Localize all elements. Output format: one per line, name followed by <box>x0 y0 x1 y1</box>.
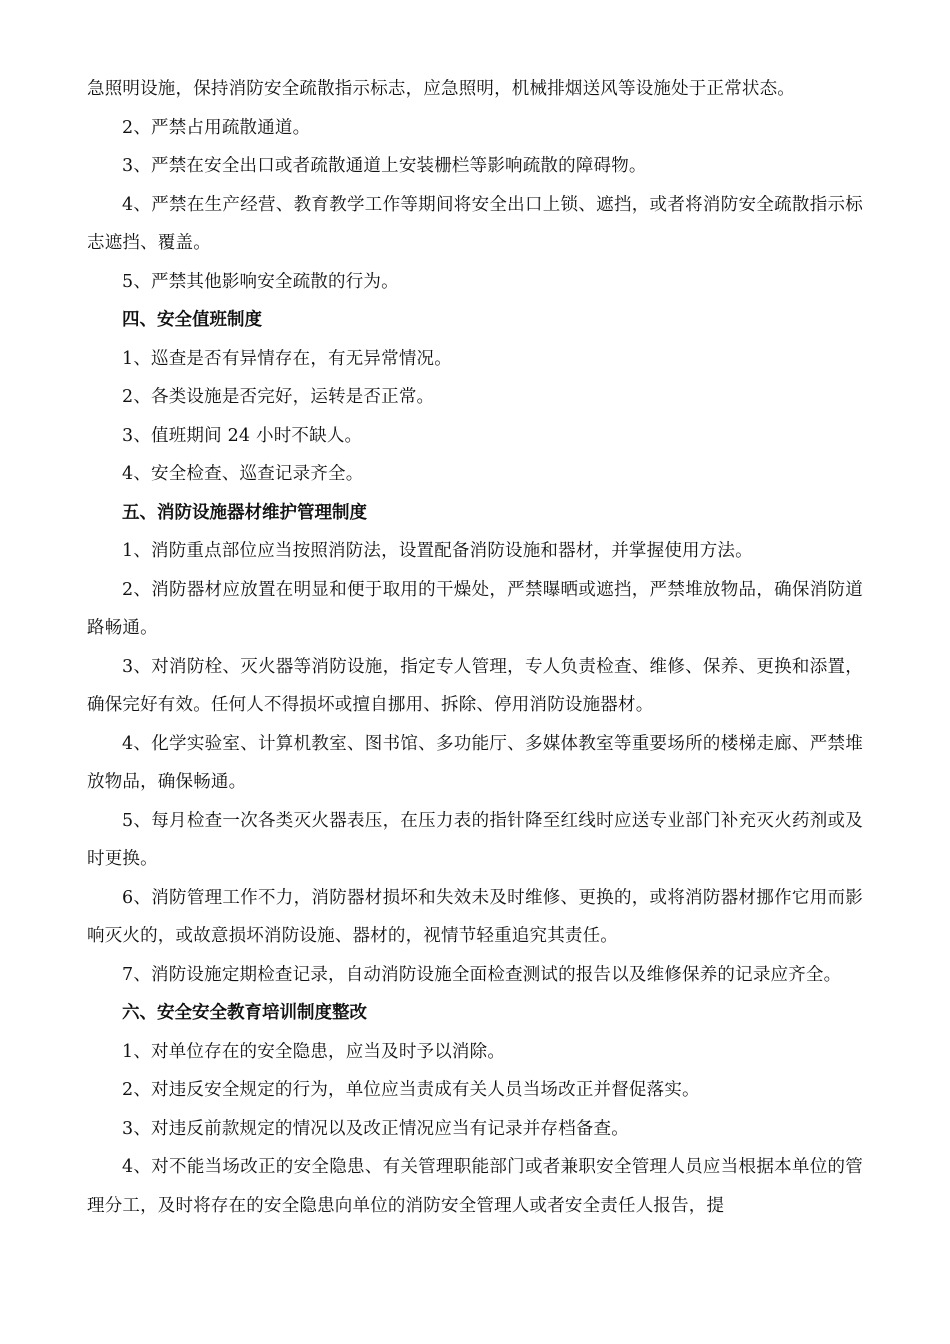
document-body <box>87 70 863 1225</box>
paragraph: 3、严禁在安全出口或者疏散通道上安装栅栏等影响疏散的障碍物。 <box>122 156 647 176</box>
paragraph: 急照明设施，保持消防安全疏散指示标志，应急照明，机械排烟送风等设施处于正常状态。 <box>87 79 795 99</box>
paragraph: 4、安全检查、巡查记录齐全。 <box>122 464 364 484</box>
paragraph: 3、对消防栓、灭火器等消防设施，指定专人管理，专人负责检查、维修、保养、更换和添置，确保完好有效。任何人不得损坏或擅自挪用、拆除、停用消防设施器材。 <box>87 656 863 715</box>
paragraph: 5、严禁其他影响安全疏散的行为。 <box>122 271 399 292</box>
paragraph: 2、严禁占用疏散通道。 <box>122 117 311 138</box>
paragraph: 2、各类设施是否完好，运转是否正常。 <box>122 387 435 407</box>
paragraph: 1、对单位存在的安全隐患，应当及时予以消除。 <box>122 1041 506 1062</box>
section-heading: 六、安全安全教育培训制度整改 <box>122 1003 367 1023</box>
section-heading: 五、消防设施器材维护管理制度 <box>122 502 367 523</box>
paragraph: 4、严禁在生产经营、教育教学工作等期间将安全出口上锁、遮挡，或者将消防安全疏散指示标志遮挡、覆盖。 <box>87 194 863 253</box>
paragraph: 2、消防器材应放置在明显和便于取用的干燥处，严禁曝晒或遮挡，严禁堆放物品，确保消防道路畅通。 <box>87 579 863 638</box>
paragraph: 1、消防重点部位应当按照消防法，设置配备消防设施和器材，并掌握使用方法。 <box>122 541 753 561</box>
paragraph: 4、化学实验室、计算机教室、图书馆、多功能厅、多媒体教室等重要场所的楼梯走廊、严禁堆放物品，确保畅通。 <box>87 733 863 792</box>
paragraph: 3、值班期间 24 小时不缺人。 <box>122 425 363 446</box>
paragraph: 1、巡查是否有异情存在，有无异常情况。 <box>122 348 452 369</box>
paragraph: 7、消防设施定期检查记录，自动消防设施全面检查测试的报告以及维修保养的记录应齐全。 <box>122 964 842 985</box>
paragraph: 2、对违反安全规定的行为，单位应当责成有关人员当场改正并督促落实。 <box>122 1080 700 1100</box>
paragraph: 5、每月检查一次各类灭火器表压，在压力表的指针降至红线时应送专业部门补充灭火药剂或及时更换。 <box>87 810 863 869</box>
paragraph: 6、消防管理工作不力，消防器材损坏和失效未及时维修、更换的，或将消防器材挪作它用而影响灭火的，或故意损坏消防设施、器材的，视情节轻重追究其责任。 <box>87 887 863 946</box>
paragraph: 3、对违反前款规定的情况以及改正情况应当有记录并存档备查。 <box>122 1118 629 1139</box>
paragraph: 4、对不能当场改正的安全隐患、有关管理职能部门或者兼职安全管理人员应当根据本单位的管理分工，及时将存在的安全隐患向单位的消防安全管理人或者安全责任人报告，提 <box>87 1157 863 1216</box>
section-heading: 四、安全值班制度 <box>122 310 262 330</box>
